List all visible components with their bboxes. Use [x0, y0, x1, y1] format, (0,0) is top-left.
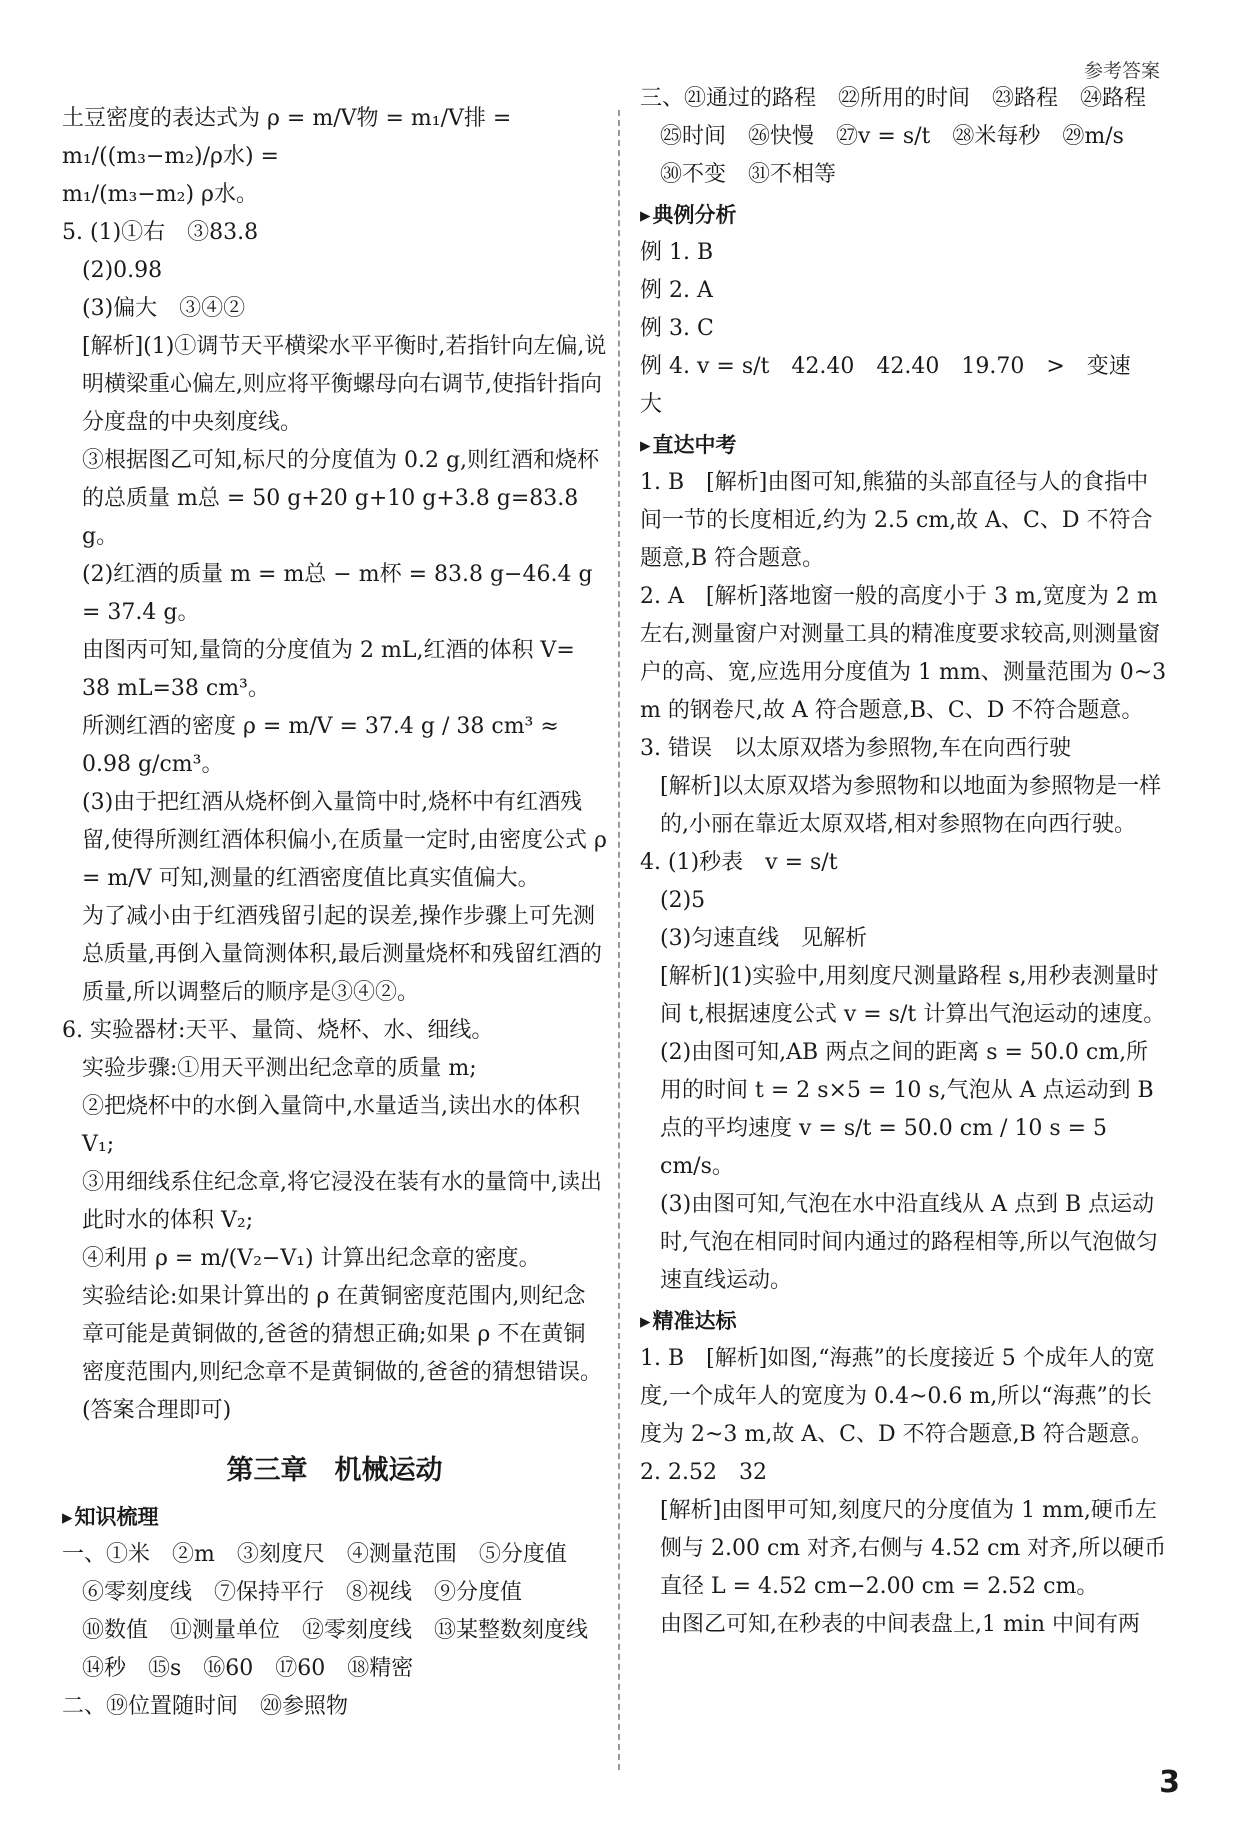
- answer-line: (2)0.98: [82, 258, 163, 283]
- answer-line: 实验结论:如果计算出的 ρ 在黄铜密度范围内,则纪念章可能是黄铜做的,爸爸的猜想正确;如果 ρ 不在黄铜密度范围内,则纪念章不是黄铜做的,爸爸的猜想错误。: [82, 1284, 602, 1385]
- section-heading: ▸ 典例分析: [640, 196, 1170, 234]
- answer-paragraph: 3. 错误 以太原双塔为参照物,车在向西行驶: [640, 736, 1071, 761]
- answer-paragraph: 1. B [解析]由图可知,熊猫的头部直径与人的食指中间一节的长度相近,约为 2.5 cm,故 A、C、D 不符合题意,B 符合题意。: [640, 470, 1153, 571]
- knowledge-line: ⑥零刻度线 ⑦保持平行 ⑧视线 ⑨分度值: [82, 1580, 523, 1605]
- knowledge-line: 二、⑲位置随时间 ⑳参照物: [62, 1694, 349, 1719]
- section-heading: ▸ 直达中考: [640, 426, 1170, 464]
- column-divider: [618, 110, 620, 1770]
- answer-line: (3)偏大 ③④②: [82, 296, 246, 321]
- chapter-title: 第三章 机械运动: [226, 1455, 443, 1486]
- formula-line: m₁/(m₃−m₂) ρ水。: [62, 182, 258, 207]
- answer-paragraph: 1. B [解析]如图,“海燕”的长度接近 5 个成年人的宽度,一个成年人的宽度为 0.4~0.6 m,所以“海燕”的长度为 2~3 m,故 A、C、D 不符合题意,B 符合题意。: [640, 1346, 1155, 1447]
- example-line: 例 3. C: [640, 316, 714, 341]
- analysis-paragraph: [解析](1)实验中,用刻度尺测量路程 s,用秒表测量时间 t,根据速度公式 v = s/t 计算出气泡运动的速度。: [660, 964, 1166, 1027]
- answer-paragraph: 2. 2.52 32: [640, 1460, 767, 1485]
- analysis-paragraph: [解析]由图甲可知,刻度尺的分度值为 1 mm,硬币左侧与 2.00 cm 对齐,右侧与 4.52 cm 对齐,所以硬币直径 L = 4.52 cm−2.00 cm = 2.52 cm。: [660, 1498, 1167, 1599]
- knowledge-line: ㉕时间 ㉖快慢 ㉗v = s/t ㉘米每秒 ㉙m/s: [660, 124, 1124, 149]
- analysis-paragraph: ③根据图乙可知,标尺的分度值为 0.2 g,则红酒和烧杯的总质量 m总 = 50 g+20 g+10 g+3.8 g=83.8 g。: [82, 448, 600, 549]
- analysis-paragraph: (2)由图可知,AB 两点之间的距离 s = 50.0 cm,所用的时间 t = 2 s×5 = 10 s,气泡从 A 点运动到 B 点的平均速度 v = s/t = 50.0 cm / 10 s = 5 cm/s。: [660, 1040, 1154, 1179]
- analysis-paragraph: (2)红酒的质量 m = m总 − m杯 = 83.8 g−46.4 g = 37.4 g。: [82, 562, 593, 625]
- section-heading: ▸ 精准达标: [640, 1302, 1170, 1340]
- answer-line: (答案合理即可): [82, 1398, 232, 1423]
- answer-line: ③用细线系住纪念章,将它浸没在装有水的量筒中,读出此时水的体积 V₂;: [82, 1170, 602, 1233]
- answer-line: (3)匀速直线 见解析: [660, 926, 868, 951]
- answer-line: 实验步骤:①用天平测出纪念章的质量 m;: [82, 1056, 477, 1081]
- example-line: 例 1. B: [640, 240, 714, 265]
- example-line: 例 2. A: [640, 278, 713, 303]
- analysis-paragraph: 由图丙可知,量筒的分度值为 2 mL,红酒的体积 V= 38 mL=38 cm³。: [82, 638, 575, 701]
- analysis-paragraph: [解析](1)①调节天平横梁水平平衡时,若指针向左偏,说明横梁重心偏左,则应将平衡螺母向右调节,使指针指向分度盘的中央刻度线。: [82, 334, 607, 435]
- example-line: 例 4. v = s/t 42.40 42.40 19.70 > 变速 大: [640, 354, 1153, 417]
- page-header: 参考答案: [1083, 60, 1160, 82]
- analysis-paragraph: 由图乙可知,在秒表的中间表盘上,1 min 中间有两: [660, 1612, 1141, 1637]
- analysis-paragraph: (3)由于把红酒从烧杯倒入量筒中时,烧杯中有红酒残留,使得所测红酒体积偏小,在质量一定时,由密度公式 ρ = m/V 可知,测量的红酒密度值比真实值偏大。: [82, 790, 607, 891]
- answer-line: (2)5: [660, 888, 706, 913]
- right-column: [640, 80, 1170, 1644]
- knowledge-line: ㉚不变 ㉛不相等: [660, 162, 837, 187]
- section-heading: ▸ 知识梳理: [62, 1498, 607, 1536]
- analysis-paragraph: 所测红酒的密度 ρ = m/V = 37.4 g / 38 cm³ ≈ 0.98 g/cm³。: [82, 714, 559, 777]
- analysis-paragraph: 为了减小由于红酒残留引起的误差,操作步骤上可先测总质量,再倒入量筒测体积,最后测量烧杯和残留红酒的质量,所以调整后的顺序是③④②。: [82, 904, 602, 1005]
- analysis-paragraph: [解析]以太原双塔为参照物和以地面为参照物是一样的,小丽在靠近太原双塔,相对参照物在向西行驶。: [660, 774, 1162, 837]
- knowledge-line: 三、㉑通过的路程 ㉒所用的时间 ㉓路程 ㉔路程: [640, 86, 1147, 111]
- left-column: [62, 100, 611, 1726]
- answer-6: 6. 实验器材:天平、量筒、烧杯、水、细线。: [62, 1018, 494, 1043]
- analysis-paragraph: (3)由图可知,气泡在水中沿直线从 A 点到 B 点运动时,气泡在相同时间内通过的路程相等,所以气泡做匀速直线运动。: [660, 1192, 1158, 1293]
- knowledge-line: 一、①米 ②m ③刻度尺 ④测量范围 ⑤分度值: [62, 1542, 567, 1567]
- answer-line: ②把烧杯中的水倒入量筒中,水量适当,读出水的体积 V₁;: [82, 1094, 580, 1157]
- knowledge-line: ⑩数值 ⑪测量单位 ⑫零刻度线 ⑬某整数刻度线 ⑭秒 ⑮s ⑯60 ⑰60 ⑱精密: [82, 1618, 611, 1681]
- answer-paragraph: 2. A [解析]落地窗一般的高度小于 3 m,宽度为 2 m 左右,测量窗户对测量工具的精准度要求较高,则测量窗户的高、宽,应选用分度值为 1 mm、测量范围为 0~3 m 的钢卷尺,故 A 符合题意,B、C、D 不符合题意。: [640, 584, 1167, 723]
- answer-paragraph: 4. (1)秒表 v = s/t: [640, 850, 838, 875]
- formula-line: 土豆密度的表达式为 ρ = m/V物 = m₁/V排 = m₁/((m₃−m₂)/ρ水) =: [62, 106, 512, 169]
- page-number: 3: [1159, 1765, 1180, 1800]
- answer-line: ④利用 ρ = m/(V₂−V₁) 计算出纪念章的密度。: [82, 1246, 541, 1271]
- answer-5: 5. (1)①右 ③83.8: [62, 220, 259, 245]
